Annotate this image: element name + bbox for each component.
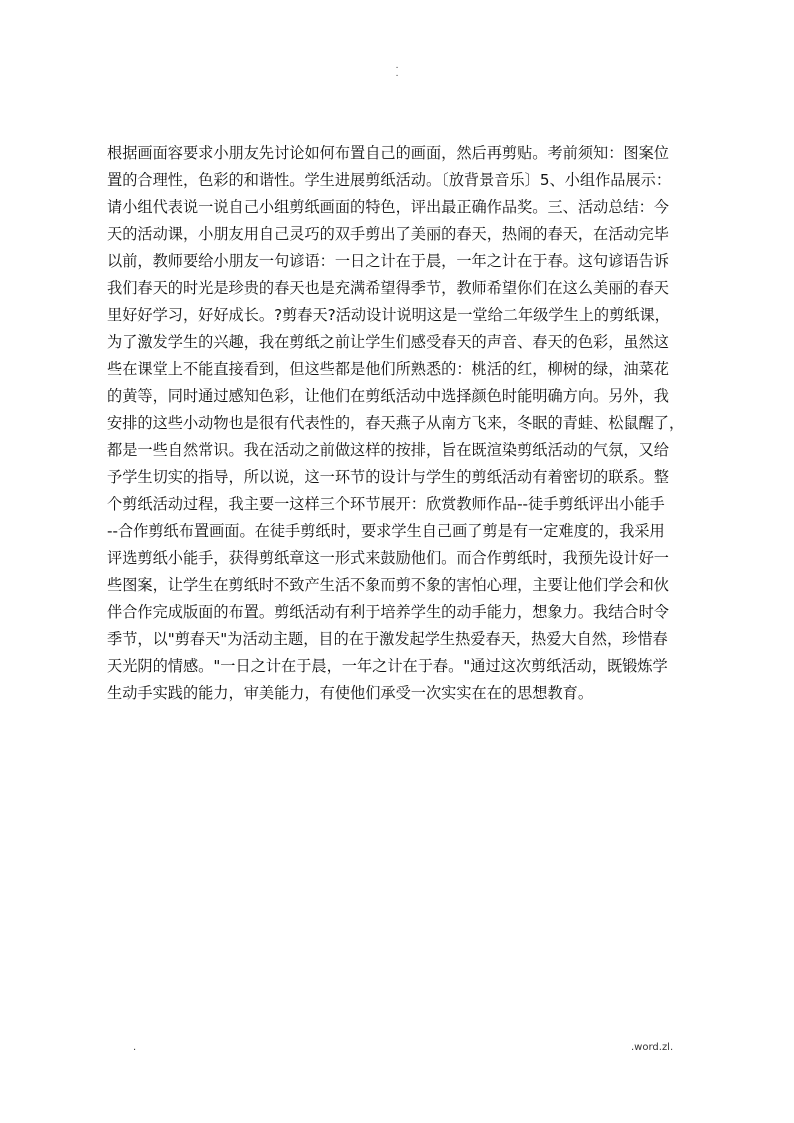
text-line: 评选剪纸小能手，获得剪纸章这一形式来鼓励他们。而合作剪纸时，我预先设计好一 xyxy=(107,549,669,567)
text-line: 都是一些自然常识。我在活动之前做这样的按排，旨在既渲染剪纸活动的气氛，又给 xyxy=(107,441,669,459)
text-line: 安排的这些小动物也是很有代表性的，春天燕子从南方飞来，冬眠的青蛙、松鼠醒了， xyxy=(107,414,685,432)
text-line: 伴合作完成版面的布置。剪纸活动有利于培养学生的动手能力，想象力。我结合时令 xyxy=(107,603,669,621)
text-line: --合作剪纸布置画面。在徒手剪纸时，要求学生自己画了剪是有一定难度的，我采用 xyxy=(107,522,665,540)
text-line: 我们春天的时光是珍贵的春天也是充满希望得季节，教师希望你们在这么美丽的春天 xyxy=(107,279,669,297)
header-dots xyxy=(0,62,794,78)
footer-watermark: .word.zl. xyxy=(631,1042,674,1053)
header-dot-bottom: . xyxy=(395,69,399,79)
text-line: 些在课堂上不能直接看到，但这些都是他们所熟悉的：桃活的红，柳树的绿，油菜花 xyxy=(107,360,669,378)
text-line: 生动手实践的能力，审美能力，有使他们承受一次实实在在的思想教育。 xyxy=(107,684,593,702)
header-dot-top: . xyxy=(395,61,399,71)
document-body xyxy=(107,140,702,707)
text-line: 天光阴的情感。"一日之计在于晨，一年之计在于春。"通过这次剪纸活动，既锻炼学 xyxy=(107,657,668,675)
text-line: 予学生切实的指导，所以说，这一环节的设计与学生的剪纸活动有着密切的联系。整 xyxy=(107,468,669,486)
text-line: 以前，教师要给小朋友一句谚语：一日之计在于晨，一年之计在于春。这句谚语告诉 xyxy=(107,252,669,270)
text-line: 天的活动课，小朋友用自己灵巧的双手剪出了美丽的春天，热闹的春天，在活动完毕 xyxy=(107,225,669,243)
text-line: 季节，以"剪春天"为活动主题，目的在于激发起学生热爱春天，热爱大自然，珍惜春 xyxy=(107,630,668,648)
footer-left-mark: . xyxy=(133,1042,137,1053)
text-line: 根据画面容要求小朋友先讨论如何布置自己的画面，然后再剪贴。考前须知：图案位 xyxy=(107,144,669,162)
text-line: 些图案，让学生在剪纸时不致产生活不象而剪不象的害怕心理，主要让他们学会和伙 xyxy=(107,576,669,594)
text-line: 里好好学习，好好成长。?剪春天?活动设计说明这是一堂给二年级学生上的剪纸课， xyxy=(107,306,670,324)
text-line: 请小组代表说一说自己小组剪纸画面的特色，评出最正确作品奖。三、活动总结：今 xyxy=(107,198,669,216)
text-line: 为了激发学生的兴趣，我在剪纸之前让学生们感受春天的声音、春天的色彩，虽然这 xyxy=(107,333,669,351)
text-line: 个剪纸活动过程，我主要一这样三个环节展开：欣赏教师作品--徒手剪纸评出小能手 xyxy=(107,495,665,513)
text-line: 的黄等，同时通过感知色彩，让他们在剪纸活动中选择颜色时能明确方向。另外，我 xyxy=(107,387,669,405)
text-line: 置的合理性，色彩的和谐性。学生进展剪纸活动。〔放背景音乐〕5、小组作品展示： xyxy=(107,171,672,189)
